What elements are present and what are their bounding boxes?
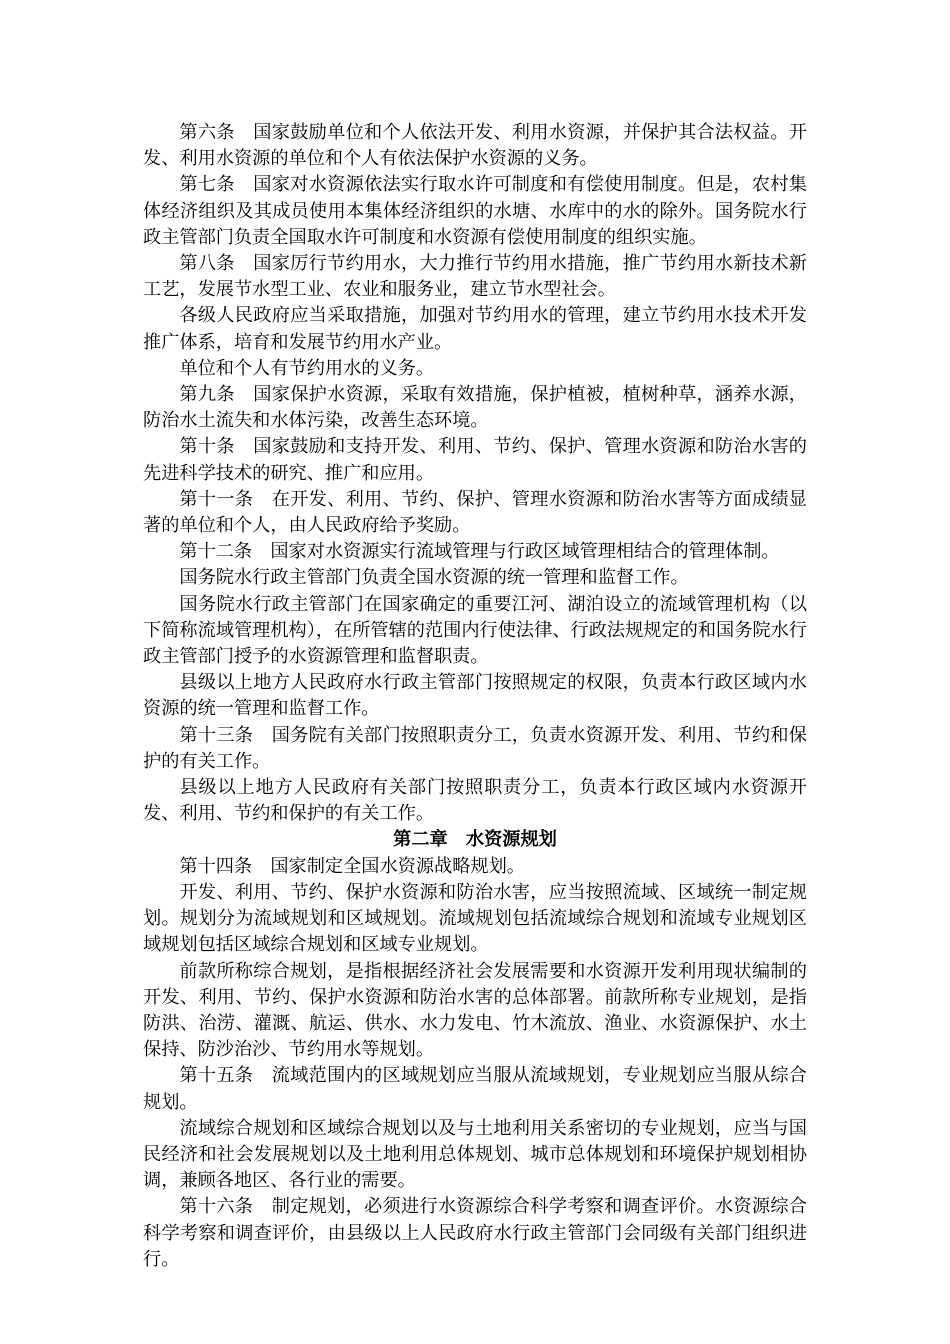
chapter-heading: 第二章 水资源规划 [393,829,557,851]
document-page [143,120,807,1273]
article-12-paragraph-3: 国务院水行政主管部门在国家确定的重要江河、湖泊设立的流域管理机构（以下简称流域管理机构），在所管辖的范围内行使法律、行政法规规定的和国务院水行政主管部门授予的水资源管理和监督职责。 [143,593,807,668]
article-6: 第六条 国家鼓励单位和个人依法开发、利用水资源，并保护其合法权益。开发、利用水资源的单位和个人有依法保护水资源的义务。 [143,122,807,170]
article-12: 第十二条 国家对水资源实行流域管理与行政区域管理相结合的管理体制。 [179,541,780,563]
article-14: 第十四条 国家制定全国水资源战略规划。 [179,855,525,877]
article-8-paragraph-2: 各级人民政府应当采取措施，加强对节约用水的管理，建立节约用水技术开发推广体系，培育和发展节约用水产业。 [143,305,807,353]
article-16: 第十六条 制定规划，必须进行水资源综合科学考察和调查评价。水资源综合科学考察和调查评价，由县级以上人民政府水行政主管部门会同级有关部门组织进行。 [143,1196,807,1270]
article-12-paragraph-2: 国务院水行政主管部门负责全国水资源的统一管理和监督工作。 [179,567,689,589]
article-15-paragraph-2: 流域综合规划和区域综合规划以及与土地利用关系密切的专业规划，应当与国民经济和社会发展规划以及土地利用总体规划、城市总体规划和环境保护规划相协调，兼顾各地区、各行业的需要。 [143,1117,807,1192]
article-11: 第十一条 在开发、利用、节约、保护、管理水资源和防治水害等方面成绩显著的单位和个人，由人民政府给予奖励。 [143,488,807,537]
article-14-paragraph-2: 开发、利用、节约、保护水资源和防治水害，应当按照流域、区域统一制定规划。规划分为流域规划和区域规划。流域规划包括流域综合规划和流域专业规划区域规划包括区域综合规划和区域专业规划。 [143,881,807,956]
article-14-paragraph-3: 前款所称综合规划，是指根据经济社会发展需要和水资源开发利用现状编制的开发、利用、节约、保护水资源和防治水害的总体部署。前款所称专业规划，是指防洪、治涝、灌溉、航运、供水、水力发电、竹木流放、渔业、水资源保护、水土保持、防沙治沙、节约用水等规划。 [143,960,807,1061]
article-7: 第七条 国家对水资源依法实行取水许可制度和有偿使用制度。但是，农村集体经济组织及其成员使用本集体经济组织的水塘、水库中的水的除外。国务院水行政主管部门负责全国取水许可制度和水资源有偿使用制度的组织实施。 [143,174,807,248]
article-12-paragraph-4: 县级以上地方人民政府水行政主管部门按照规定的权限，负责本行政区域内水资源的统一管理和监督工作。 [143,672,807,720]
article-8-paragraph-3: 单位和个人有节约用水的义务。 [179,357,435,379]
article-10: 第十条 国家鼓励和支持开发、利用、节约、保护、管理水资源和防治水害的先进科学技术的研究、推广和应用。 [143,436,807,484]
article-13: 第十三条 国务院有关部门按照职责分工，负责水资源开发、利用、节约和保护的有关工作。 [143,724,807,772]
article-9: 第九条 国家保护水资源，采取有效措施，保护植被，植树种草，涵养水源，防治水土流失和水体污染，改善生态环境。 [143,384,807,432]
article-13-paragraph-2: 县级以上地方人民政府有关部门按照职责分工，负责本行政区域内水资源开发、利用、节约和保护的有关工作。 [143,777,807,825]
article-8: 第八条 国家厉行节约用水，大力推行节约用水措施，推广节约用水新技术新工艺，发展节水型工业、农业和服务业，建立节水型社会。 [143,253,807,301]
article-15: 第十五条 流域范围内的区域规划应当服从流域规划，专业规划应当服从综合规划。 [143,1065,807,1113]
